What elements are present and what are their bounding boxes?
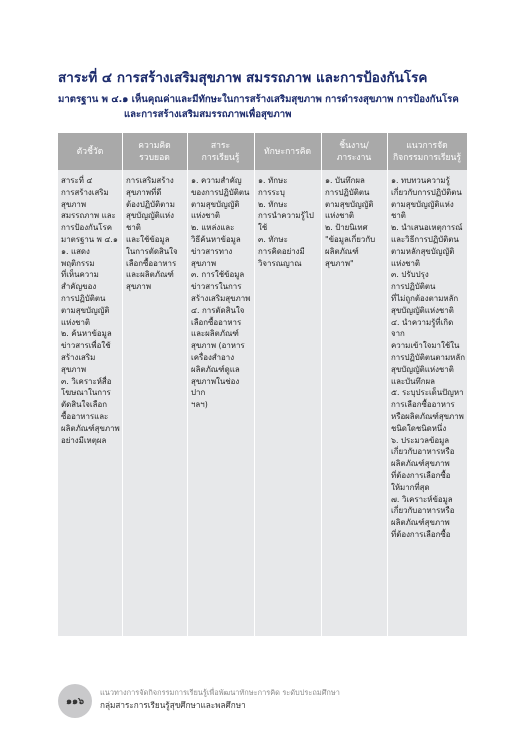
- cell-activity: ๑. ทบทวนความรู้ เกี่ยวกับการปฏิบัติตน ตามสุขบัญญัติแห่งชาติ ๒. นำเสนอเหตุการณ์ และวิธีการปฏิบัติตน ตามหลักสุขบัญญัติ แห่งชาติ ๓. ปรับปรุง การปฏิบัติตน ที่ไม่ถูกต้องตามหลัก สุขบัญญัติแห่งชาติ ๔. นำความรู้ที่เกิดจาก ความเข้าใจมาใช้ใน การปฏิบัติตนตามหลัก สุขบัญญัติแห่งชาติ และบันทึกผล ๕. ระบุประเด็นปัญหา การเลือกซื้ออาหาร หรือผลิตภัณฑ์สุขภาพ ชนิดใดชนิดหนึ่ง ๖. ประมวลข้อมูล เกี่ยวกับอาหารหรือ ผลิตภัณฑ์สุขภาพ ที่ต้องการเลือกซื้อ ให้มากที่สุด ๗. วิเคราะห์ข้อมูล เกี่ยวกับอาหารหรือ ผลิตภัณฑ์สุขภาพ ที่ต้องการเลือกซื้อ: [391, 176, 465, 539]
- column-divider: [187, 133, 188, 636]
- page-number-text: ๑๑๖: [65, 695, 85, 707]
- standard-line-2: และการสร้างเสริมสมรรถภาพเพื่อสุขภาพ: [124, 109, 292, 120]
- learning-activity-table: [58, 133, 467, 636]
- header-activity: แนวการจัด กิจกรรมการเรียนรู้: [392, 140, 462, 163]
- cell-content: ๑. ความสำคัญ ของการปฏิบัติตน ตามสุขบัญญัติ แห่งชาติ ๒. แหล่งและ วิธีค้นหาข้อมูล ข่าวสารทาง สุขภาพ ๓. การใช้ข้อมูล ข่าวสารในการ สร้างเสริมสุขภาพ ๔. การตัดสินใจ เลือกซื้ออาหาร และผลิตภัณฑ์ สุขภาพ (อาหาร เครื่องสำอาง ผลิตภัณฑ์ดูแล สุขภาพในช่องปาก ฯลฯ): [191, 176, 251, 410]
- cell-indicator: สาระที่ ๔ การสร้างเสริม สุขภาพ สมรรถภาพ และ การป้องกันโรค มาตรฐาน พ ๔.๑ ๑. แสดง พฤติกรรม ที่เห็นความ สำคัญของ การปฏิบัติตน ตามสุขบัญญัติ แห่งชาติ ๒. ค้นหาข้อมูล ข่าวสารเพื่อใช้ สร้างเสริม สุขภาพ ๓. วิเคราะห์สื่อ โฆษณาในการ ตัดสินใจเลือก ซื้ออาหารและ ผลิตภัณฑ์สุขภาพ อย่างมีเหตุผล: [61, 176, 120, 445]
- header-concept: ความคิด รวบยอด: [138, 140, 171, 163]
- standard-line-1: มาตรฐาน พ ๔.๑ เห็นคุณค่าและมีทักษะในการสร้างเสริมสุขภาพ การดำรงสุขภาพ การป้องกันโรค: [58, 94, 459, 105]
- column-divider: [122, 133, 123, 636]
- column-divider: [254, 133, 255, 636]
- section-title: สาระที่ ๔ การสร้างเสริมสุขภาพ สมรรถภาพ และการป้องกันโรค: [58, 70, 428, 86]
- standard-statement: [58, 92, 478, 122]
- cell-concept: การเสริมสร้าง สุขภาพที่ดี ต้องปฏิบัติตาม สุขบัญญัติแห่งชาติ และใช้ข้อมูล ในการตัดสินใจ เลือกซื้ออาหาร และผลิตภัณฑ์ สุขภาพ: [126, 176, 178, 292]
- footer-subject-group: กลุ่มสาระการเรียนรู้สุขศึกษาและพลศึกษา: [100, 700, 246, 710]
- page-number: [58, 684, 92, 718]
- table-header-row: [58, 133, 467, 170]
- column-divider: [387, 133, 388, 636]
- cell-thinking-skill: ๑. ทักษะ การระบุ ๒. ทักษะ การนำความรู้ไปใช้ ๓. ทักษะ การคิดอย่างมี วิจารณญาณ: [258, 176, 314, 268]
- footer-book-title: แนวทางการจัดกิจกรรมการเรียนรู้เพื่อพัฒนาทักษะการคิด ระดับประถมศึกษา: [100, 688, 340, 697]
- header-thinking-skill: ทักษะการคิด: [263, 146, 312, 157]
- header-indicator: ตัวชี้วัด: [76, 146, 104, 157]
- column-divider: [321, 133, 322, 636]
- header-content: สาระ การเรียนรู้: [201, 140, 240, 163]
- header-task: ชิ้นงาน/ ภาระงาน: [336, 140, 372, 163]
- cell-task: ๑. บันทึกผล การปฏิบัติตน ตามสุขบัญญัติ แห่งชาติ ๒. ป้ายนิเทศ "ข้อมูลเกี่ยวกับ ผลิตภัณฑ์สุขภาพ": [325, 176, 376, 268]
